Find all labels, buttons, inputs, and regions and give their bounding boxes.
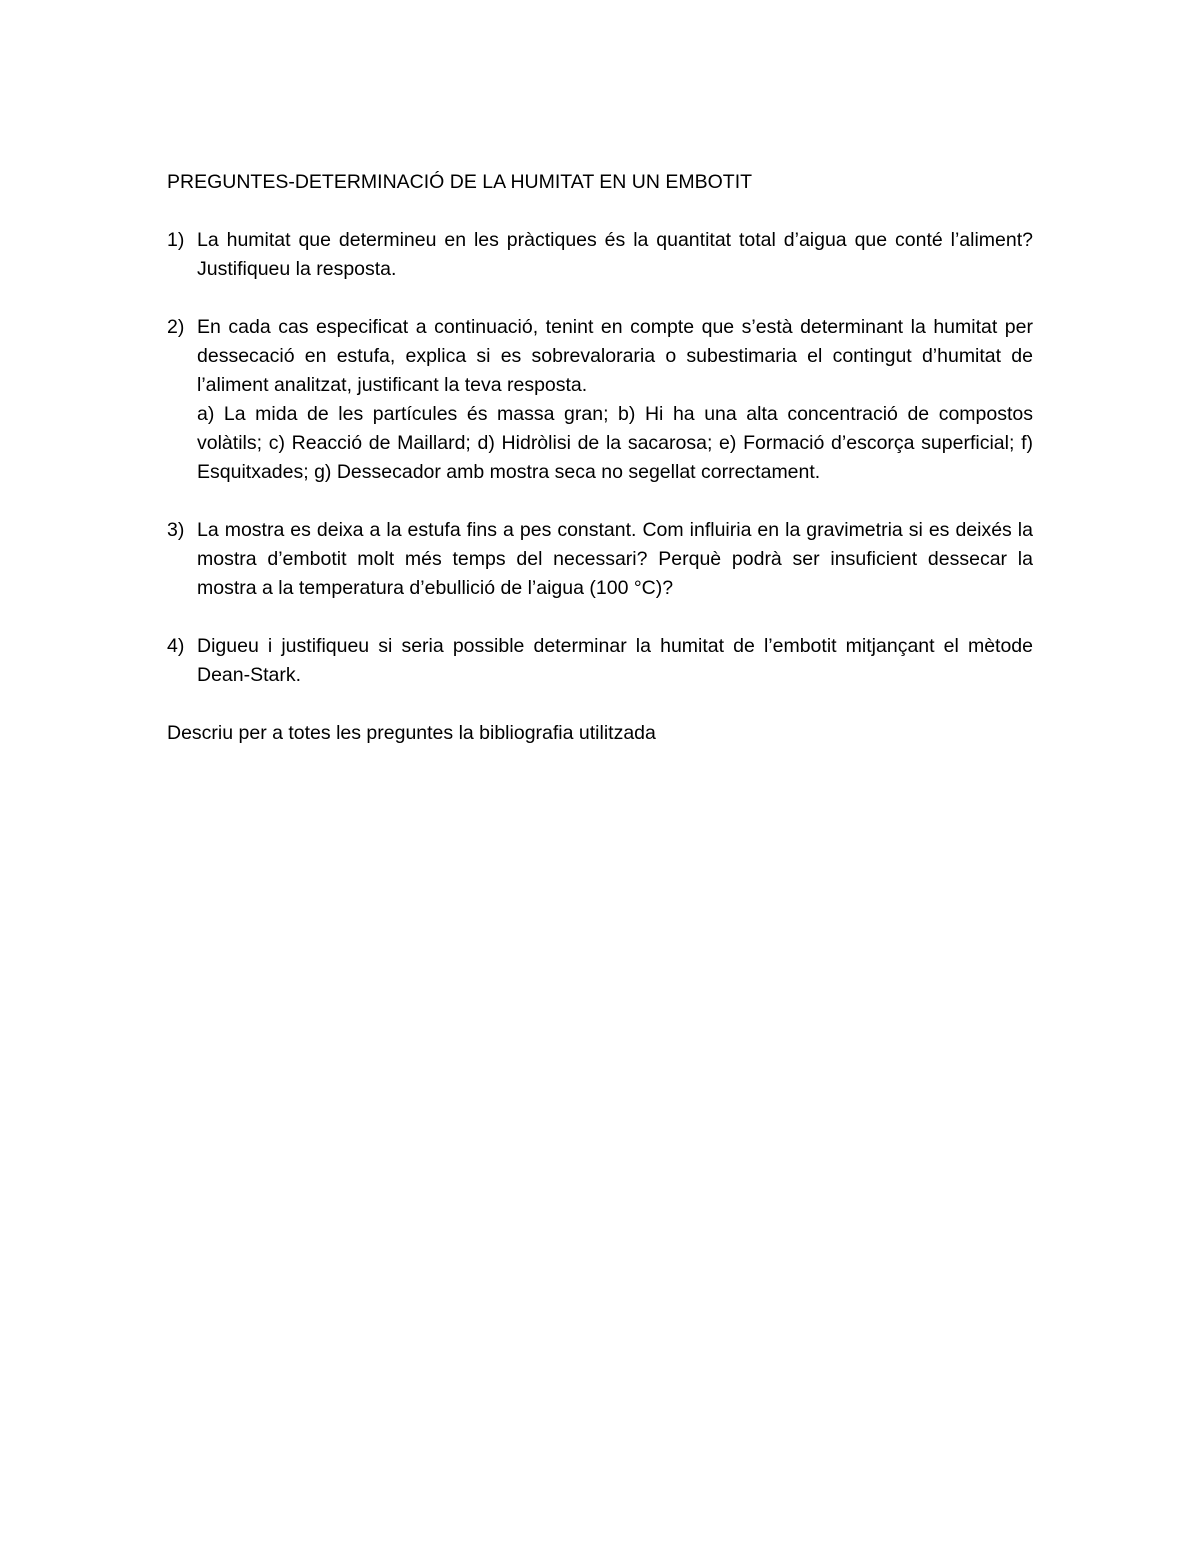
document-title: PREGUNTES-DETERMINACIÓ DE LA HUMITAT EN UN EMBOTIT (167, 171, 753, 193)
question-text: Digueu i justifiqueu si seria possible determinar la humitat de l’embotit mitjançant el mètode Dean-Stark. (197, 635, 1033, 686)
question-3 (167, 516, 1033, 603)
question-text: La mostra es deixa a la estufa fins a pes constant. Com influiria en la gravimetria si es deixés la mostra d’embotit molt més temps del necessari? Perquè podrà ser insuficient dessecar la mostra a la temperatura d’ebullició de l’aigua (100 °C)? (197, 519, 1033, 599)
question-options: a) La mida de les partícules és massa gran; b) Hi ha una alta concentració de compostos volàtils; c) Reacció de Maillard; d) Hidròlisi de la sacarosa; e) Formació d’escorça superficial; f) Esquitxades; g) Dessecador amb mostra seca no segellat correctament. (197, 403, 1033, 483)
question-body (197, 632, 1033, 690)
closing-instruction: Descriu per a totes les preguntes la bibliografia utilitzada (167, 722, 656, 744)
question-number: 4) (167, 635, 185, 657)
question-2 (167, 313, 1033, 487)
question-number: 1) (167, 229, 185, 251)
question-number: 2) (167, 316, 185, 338)
question-body (197, 516, 1033, 603)
document-body (167, 168, 1033, 748)
question-body (197, 226, 1033, 284)
question-text: En cada cas especificat a continuació, tenint en compte que s’està determinant la humitat per dessecació en estufa, explica si es sobrevaloraria o subestimaria el contingut d’humitat de l’aliment analitzat, justificant la teva resposta. (197, 316, 1033, 396)
question-body (197, 313, 1033, 487)
question-4 (167, 632, 1033, 690)
question-number: 3) (167, 519, 185, 541)
question-1 (167, 226, 1033, 284)
question-text: La humitat que determineu en les pràctiques és la quantitat total d’aigua que conté l’aliment? Justifiqueu la resposta. (197, 229, 1033, 280)
